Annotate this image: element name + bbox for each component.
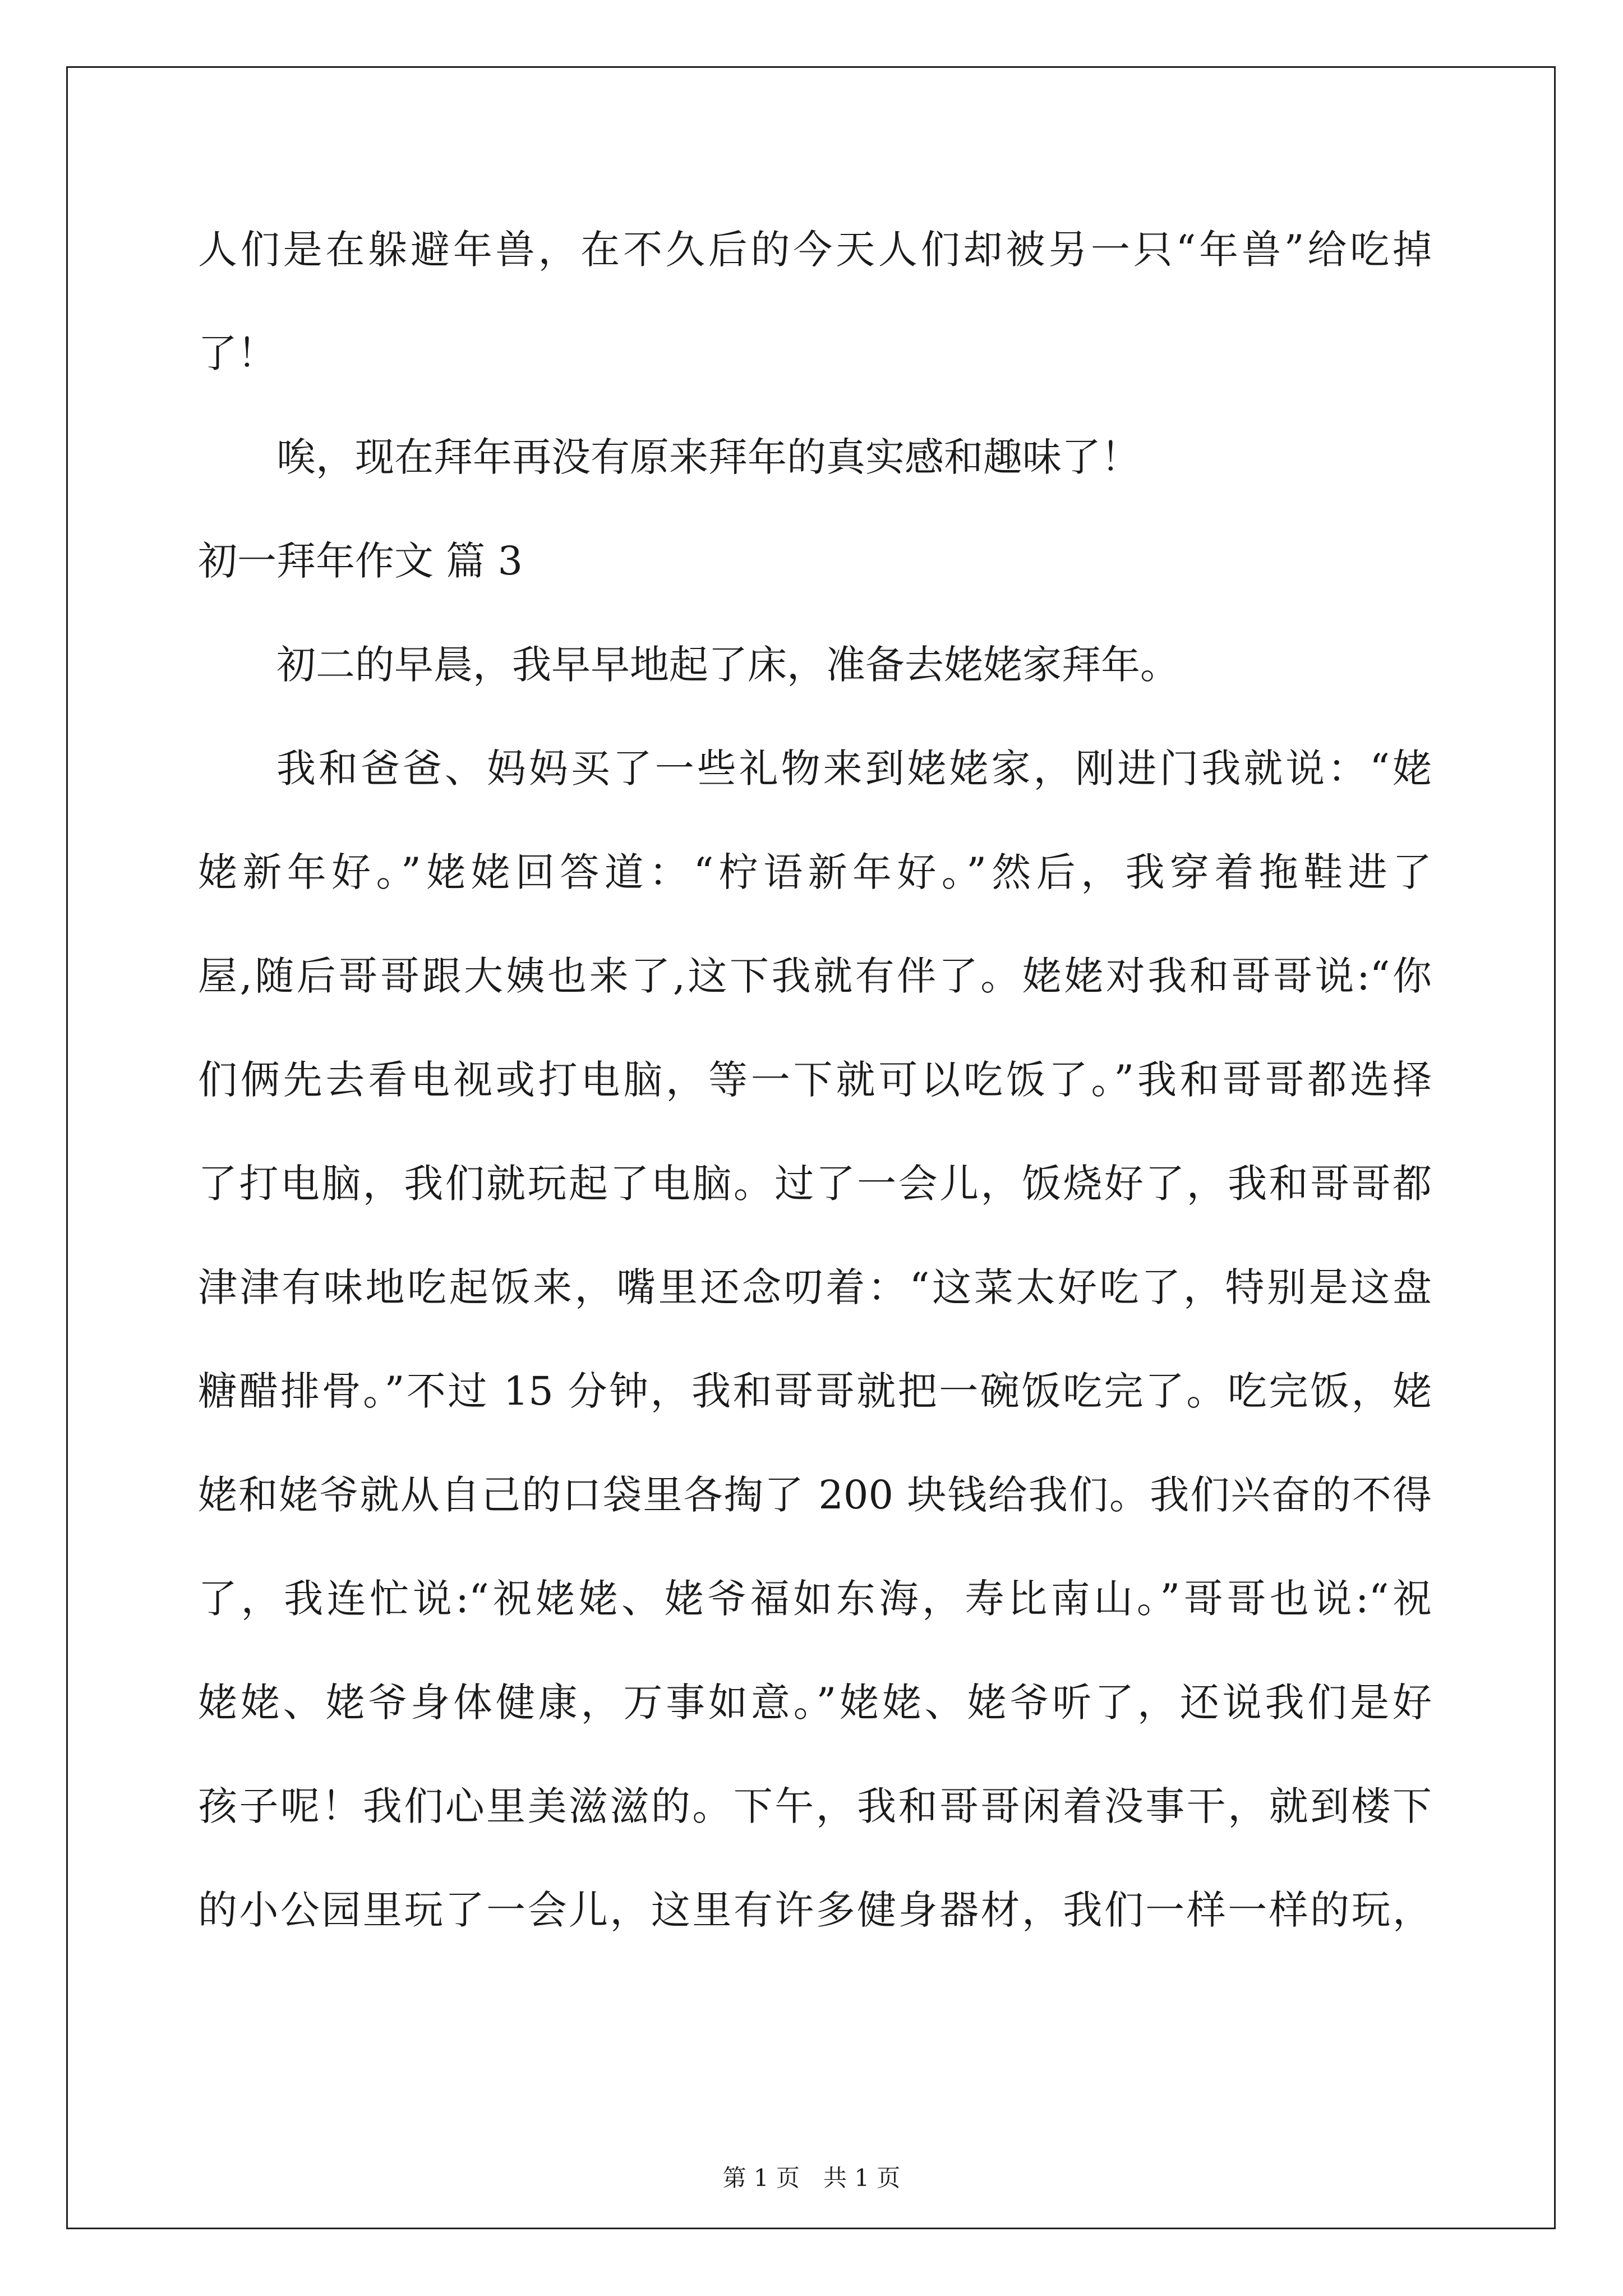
section-heading: 初一拜年作文 篇 3 (198, 538, 523, 584)
text-line-9: 们俩先去看电视或打电脑，等一下就可以吃饭了。”我和哥哥都选择 (198, 1057, 1432, 1103)
text-line-3: 唉，现在拜年再没有原来拜年的真实感和趣味了！ (276, 434, 1140, 480)
text-line-12: 糖醋排骨。”不过 15 分钟，我和哥哥就把一碗饭吃完了。吃完饭，姥 (198, 1368, 1432, 1414)
text-line-1: 人们是在躲避年兽，在不久后的今天人们却被另一只“年兽”给吃掉 (198, 227, 1432, 273)
text-line-11: 津津有味地吃起饭来，嘴里还念叨着：“这菜太好吃了，特别是这盘 (198, 1264, 1432, 1310)
text-line-13: 姥和姥爷就从自己的口袋里各掏了 200 块钱给我们。我们兴奋的不得 (198, 1472, 1432, 1518)
page-footer: 第 1 页 共 1 页 (722, 2164, 901, 2192)
text-line-7: 姥新年好。”姥姥回答道：“柠语新年好。”然后，我穿着拖鞋进了 (198, 849, 1432, 895)
text-line-2: 了！ (198, 330, 276, 376)
text-line-16: 孩子呢！我们心里美滋滋的。下午，我和哥哥闲着没事干，就到楼下 (198, 1783, 1432, 1829)
text-line-5: 初二的早晨，我早早地起了床，准备去姥姥家拜年。 (276, 642, 1179, 688)
text-line-17: 的小公园里玩了一会儿，这里有许多健身器材，我们一样一样的玩， (198, 1887, 1432, 1933)
text-line-10: 了打电脑，我们就玩起了电脑。过了一会儿，饭烧好了，我和哥哥都 (198, 1161, 1432, 1207)
text-line-6: 我和爸爸、妈妈买了一些礼物来到姥姥家，刚进门我就说：“姥 (276, 746, 1432, 792)
text-line-15: 姥姥、姥爷身体健康，万事如意。”姥姥、姥爷听了，还说我们是好 (198, 1680, 1432, 1726)
text-line-8: 屋,随后哥哥跟大姨也来了,这下我就有伴了。姥姥对我和哥哥说:“你 (198, 953, 1432, 999)
text-line-14: 了，我连忙说:“祝姥姥、姥爷福如东海，寿比南山。”哥哥也说:“祝 (198, 1576, 1432, 1622)
